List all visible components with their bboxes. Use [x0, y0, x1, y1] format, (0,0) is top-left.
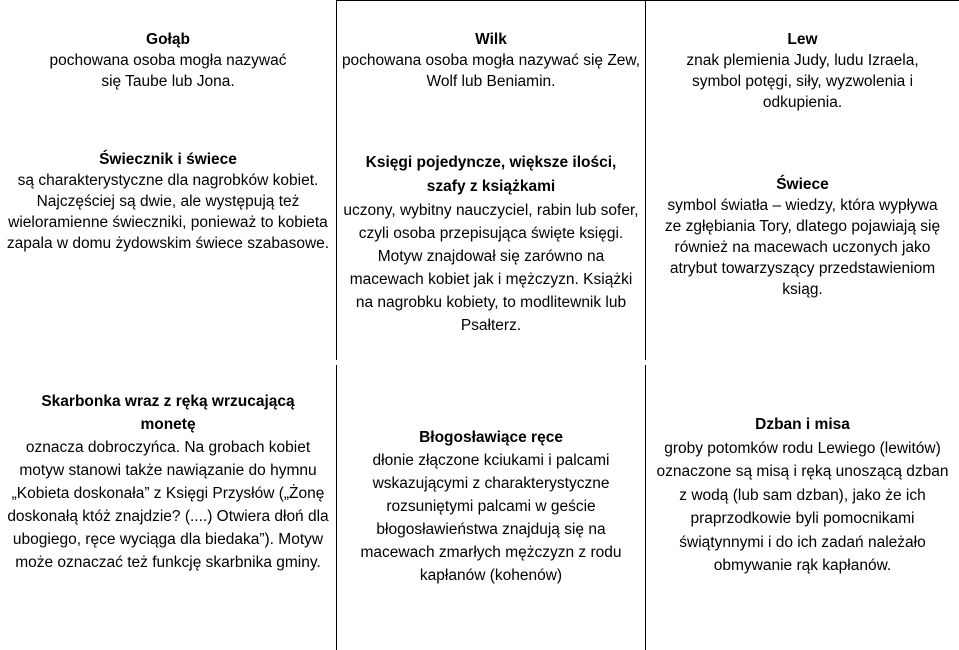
cell-body: oznacza dobroczyńca. Na grobach kobiet motyw stanowi także nawiązanie do hymnu „Kobieta doskonała” z Księgi Przysłów („Żonę doskonałą któż znajdzie? (....) Otwiera dłoń dla ubogiego, ręce wyciąga dla biedaka”). Motyw może oznaczać też funkcję skarbnika gminy.: [7, 439, 329, 571]
cell-blogoslawiace-rece: [337, 426, 645, 587]
cell-body: pochowana osoba mogła nazywać się Zew, Wolf lub Beniamin.: [341, 52, 641, 90]
cell-body: dłonie złączone kciukami i palcami wskazującymi z charakterystyczne rozsuniętymi palcami w geście błogosławieństwa znajdują się na macewach zmarłych mężczyzn z rodu kapłanów (kohenów): [360, 452, 622, 584]
cell-body: pochowana osoba mogła nazywać się Taube lub Jona.: [49, 52, 287, 90]
cell-title: Błogosławiące ręce: [419, 429, 563, 446]
cell-title: Lew: [787, 31, 818, 48]
cell-title: Księgi pojedyncze, większe ilości, szafy z książkami: [365, 154, 617, 195]
cell-body: są charakterystyczne dla nagrobków kobiet. Najczęściej są dwie, ale występują też wieloramienne świeczniki, ponieważ to kobieta zapala w domu żydowskim świece szabasowe.: [6, 172, 330, 252]
cell-title: Dzban i misa: [755, 416, 850, 433]
cell-lew: [646, 29, 959, 113]
cell-title: Świecznik i świece: [99, 151, 237, 168]
cell-body: symbol światła – wiedzy, która wypływa ze zgłębiania Tory, dlatego pojawiają się również na macewach uczonych jako atrybut towarzyszący przedstawieniom ksiąg.: [664, 197, 941, 298]
cell-skarbonka: [0, 390, 336, 574]
cell-wilk: [337, 29, 645, 92]
cell-body: znak plemienia Judy, ludu Izraela, symbol potęgi, siły, wyzwolenia i odkupienia.: [686, 52, 919, 111]
cell-title: Gołąb: [146, 31, 190, 48]
cell-swiece: [646, 174, 959, 300]
cell-body: uczony, wybitny nauczyciel, rabin lub sofer, czyli osoba przepisująca święte księgi. Motyw znajdował się zarówno na macewach kobiet jak i mężczyzn. Książki na nagrobku kobiety, to modlitewnik lub Psałterz.: [343, 202, 639, 334]
cell-ksiegi: [337, 151, 645, 337]
cell-golab: [0, 29, 336, 92]
cell-title: Wilk: [475, 31, 507, 48]
cell-title: Świece: [776, 176, 829, 193]
cell-dzban-i-misa: [646, 413, 959, 578]
cell-swiecznik: [0, 149, 336, 254]
grid-line-horizontal-top: [336, 0, 959, 1]
cell-title: Skarbonka wraz z ręką wrzucającą monetę: [41, 393, 295, 433]
cell-body: groby potomków rodu Lewiego (lewitów) oznaczone są misą i ręką unoszącą dzban z wodą (lub sam dzban), jako że ich praprzodkowie byli pomocnikami świątynnymi i do ich zadań należało obmywanie rąk kapłanów.: [656, 439, 949, 574]
